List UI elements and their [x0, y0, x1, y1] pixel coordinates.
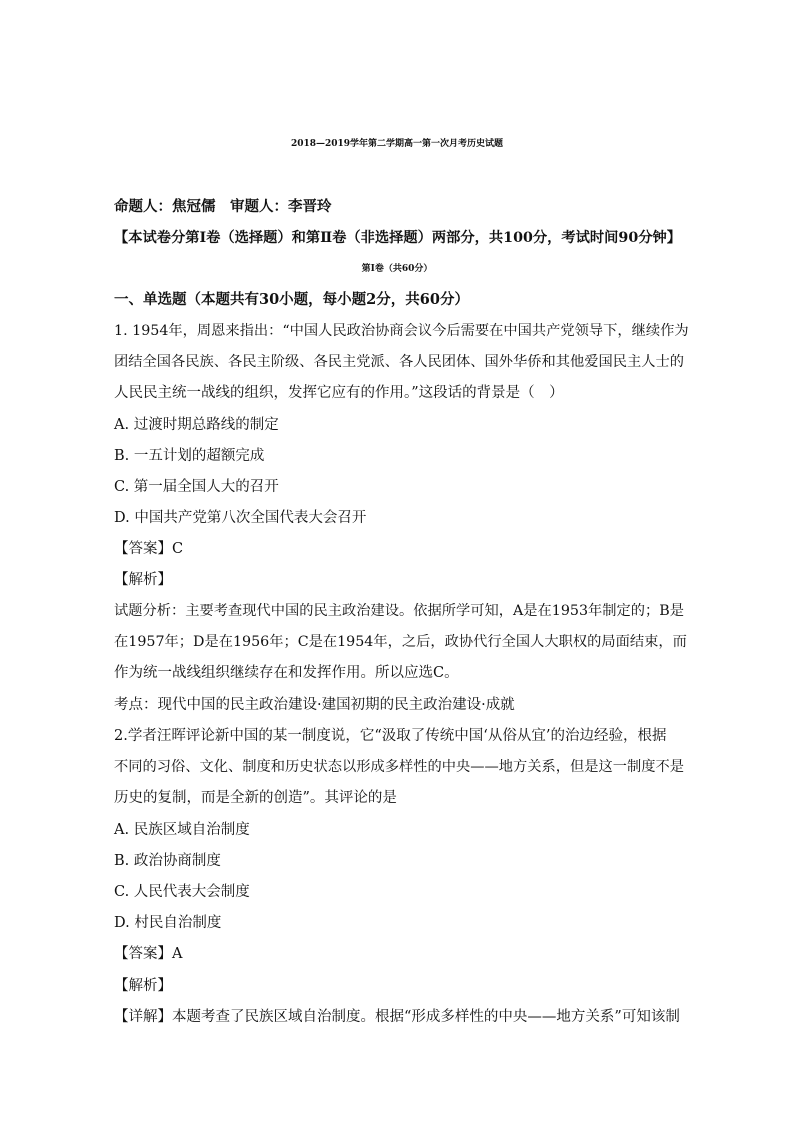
- question-1-stem-line: 1. 1954年，周恩来指出：“中国人民政治协商会议今后需要在中国共产党领导下，继续作为: [114, 323, 689, 339]
- instructions-line: 【本试卷分第Ⅰ卷（选择题）和第Ⅱ卷（非选择题）两部分，共100分，考试时间90分钟】: [114, 230, 682, 246]
- question-1-analysis-label: 【解析】: [114, 572, 172, 588]
- question-2-stem-line: 历史的复制，而是全新的创造”。其评论的是: [114, 790, 397, 806]
- question-1-option-c: C. 第一届全国人大的召开: [114, 479, 279, 495]
- question-1-kaodian: 考点：现代中国的民主政治建设·建国初期的民主政治建设·成就: [114, 697, 515, 713]
- question-1-stem-line: 团结全国各民族、各民主阶级、各民主党派、各人民团体、国外华侨和其他爱国民主人士的: [114, 354, 685, 370]
- question-2-analysis-label: 【解析】: [114, 978, 172, 994]
- section-heading: 一、单选题（本题共有30小题，每小题2分，共60分）: [114, 291, 469, 308]
- question-2-option-b: B. 政治协商制度: [114, 853, 221, 869]
- authors-line: 命题人：焦冠儒 审题人：李晋玲: [114, 198, 332, 215]
- question-2-option-a: A. 民族区域自治制度: [114, 822, 250, 838]
- question-1-analysis-line: 在1957年；D是在1956年；C是在1954年，之后，政协代行全国人大职权的局面结束，而: [114, 634, 687, 650]
- question-2-option-d: D. 村民自治制度: [114, 915, 222, 931]
- question-1-analysis-line: 试题分析：主要考查现代中国的民主政治建设。依据所学可知，A是在1953年制定的；B是: [114, 603, 685, 619]
- question-2-stem-line: 2.学者汪晖评论新中国的某一制度说，它“汲取了传统中国‘从俗从宜’的治边经验，根据: [114, 728, 667, 744]
- question-2-detail-line: 【详解】本题考查了民族区域自治制度。根据“形成多样性的中央——地方关系”可知该制: [114, 1009, 680, 1025]
- question-2-option-c: C. 人民代表大会制度: [114, 884, 250, 900]
- question-1-option-b: B. 一五计划的超额完成: [114, 448, 265, 464]
- document-title: 2018—2019学年第二学期高一第一次月考历史试题: [290, 139, 504, 149]
- part1-heading: 第Ⅰ卷（共60分）: [361, 264, 433, 274]
- question-1-analysis-line: 作为统一战线组织继续存在和发挥作用。所以应选C。: [114, 665, 459, 681]
- question-2-answer: 【答案】A: [114, 946, 183, 962]
- question-2-stem-line: 不同的习俗、文化、制度和历史状态以形成多样性的中央——地方关系，但是这一制度不是: [114, 759, 685, 775]
- question-1-answer: 【答案】C: [114, 541, 184, 557]
- question-1-option-a: A. 过渡时期总路线的制定: [114, 417, 279, 433]
- question-1-option-d: D. 中国共产党第八次全国代表大会召开: [114, 510, 367, 526]
- question-1-stem-line: 人民民主统一战线的组织，发挥它应有的作用。”这段话的背景是（ ）: [114, 385, 564, 401]
